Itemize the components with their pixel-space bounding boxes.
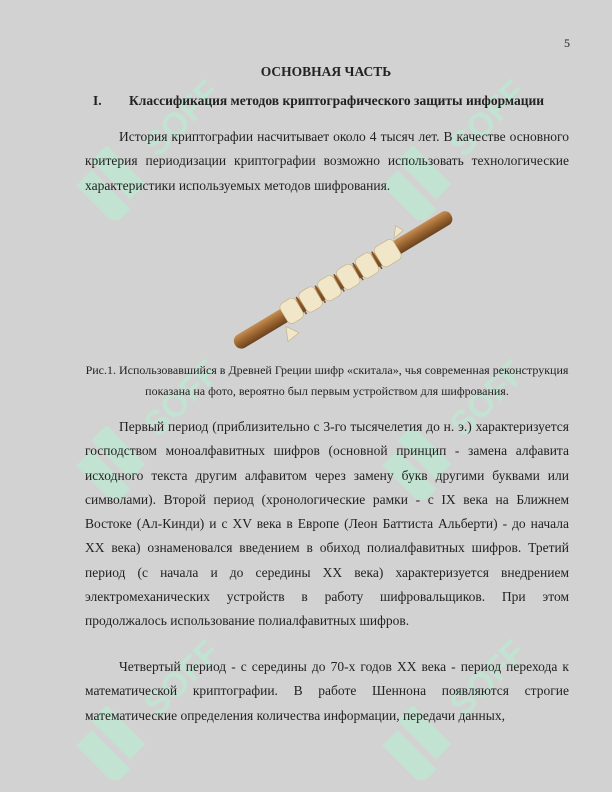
watermark-text: SOFF (136, 352, 228, 444)
paragraph-periods: Первый период (приблизительно с 3-го тысячелетия до н. э.) характеризуется господством моноалфавитных шифров (основной принцип - замена алфавита исходного текста другим алфавитом через замену букв другими буквами или символами). Второй период (хронологические рамки - с IX века на Ближнем Востоке (Ал-Кинди) и с XV века в Европе (Леон Баттиста Альберти) - до начала XX века) ознаменовался введением в обиход полиалфавитных шифров. Третий период (с начала и до середины XX века) характеризуется внедрением электромеханических устройств в работу шифровальщиков. При этом продолжалось использование полиалфавитных шифров. (85, 419, 569, 629)
paragraph-intro: История криптографии насчитывает около 4 тысяч лет. В качестве основного критерия периодизации криптографии возможно использовать технологические характеристики используемых методов шифрования. (85, 129, 569, 193)
watermark-text: SOFF (442, 352, 534, 444)
paragraph-fourth-period: Четвертый период - с середины до 70-х годов XX века - период перехода к математической криптографии. В работе Шеннона появляются строгие математические определения количества информации, передачи данных, (85, 659, 569, 723)
scytale-photo (222, 205, 462, 355)
page-title: ОСНОВНАЯ ЧАСТЬ (260, 64, 392, 79)
watermark-text: SOFF (442, 632, 534, 724)
watermark-text: SOFF (442, 72, 534, 164)
watermark-text: SOFF (136, 72, 228, 164)
figure-caption: Рис.1. Использовавшийся в Древней Греции шифр «скитала», чья современная реконструкция показана на фото, вероятно был первым устройством для шифрования. (85, 363, 569, 398)
page-number: 5 (564, 36, 570, 50)
section-number: I. (93, 93, 102, 108)
watermark-text: SOFF (136, 632, 228, 724)
section-title: Классификация методов криптографического защиты информации (129, 93, 545, 108)
